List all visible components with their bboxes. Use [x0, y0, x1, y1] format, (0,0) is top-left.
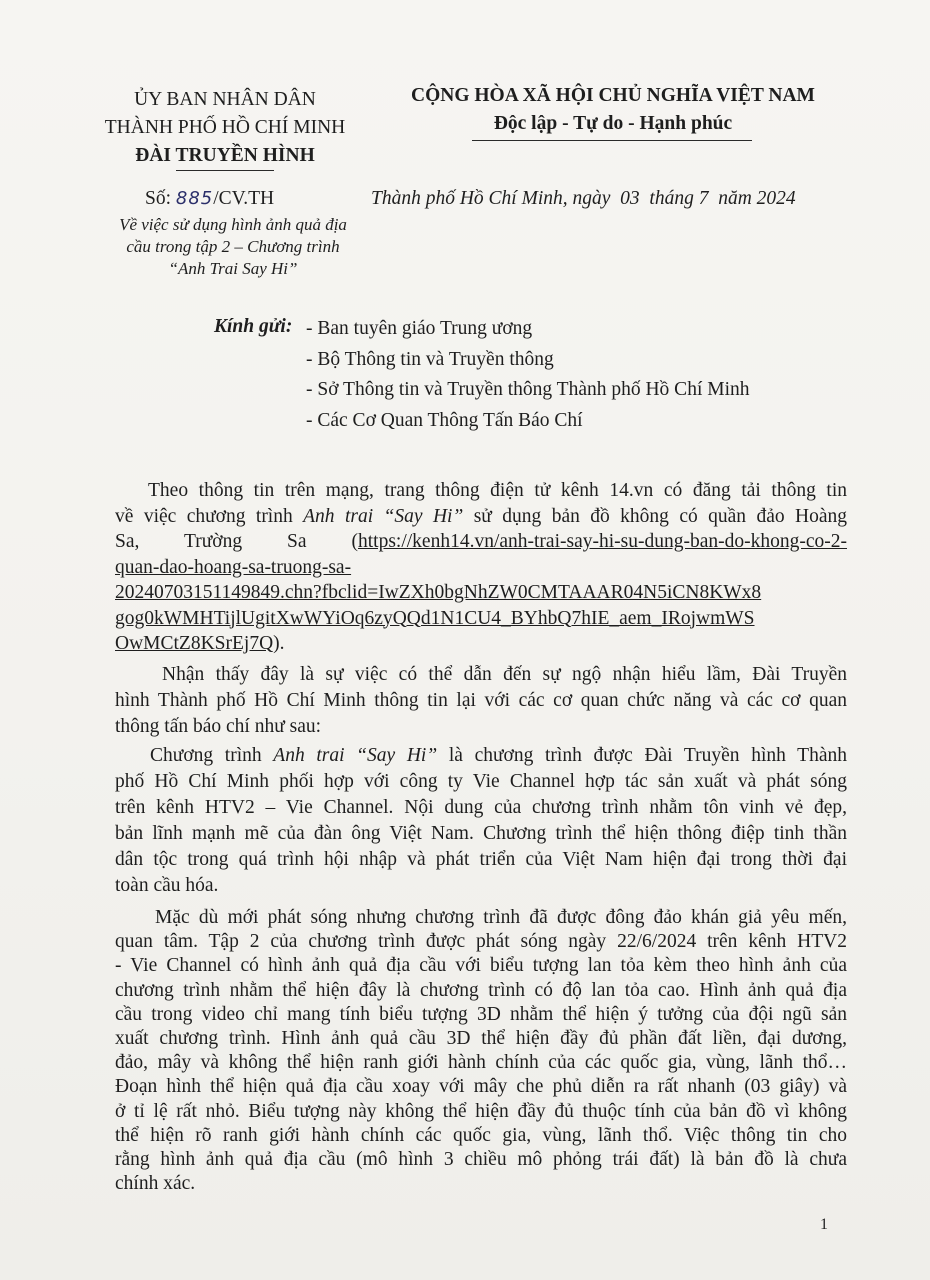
recipients-list: [306, 314, 750, 436]
source-link[interactable]: quan-dao-hoang-sa-truong-sa-: [115, 556, 352, 578]
page-number: 1: [820, 1216, 828, 1233]
national-title: CỘNG HÒA XÃ HỘI CHỦ NGHĨA VIỆT NAM: [411, 85, 815, 106]
national-block: [378, 82, 848, 138]
recipient-item: - Ban tuyên giáo Trung ương: [306, 318, 533, 339]
place-date: Thành phố Hồ Chí Minh, ngày 03 tháng 7 năm 2024: [371, 188, 796, 209]
motto-underline: [472, 140, 752, 141]
org-line-3: ĐÀI TRUYỀN HÌNH: [135, 145, 315, 166]
source-link[interactable]: https://kenh14.vn/anh-trai-say-hi-su-dung-ban-do-khong-co-2-: [357, 531, 847, 552]
handwritten-number: 885: [175, 188, 214, 209]
recipients-label: Kính gửi:: [214, 316, 293, 337]
org-underline: [176, 170, 274, 171]
source-link[interactable]: gog0kWMHTijlUgitXwWYiOq6zyQQd1N1CU4_BYhbQ7hIE_aem_IRojwmWS: [115, 607, 755, 629]
org-block: [95, 86, 355, 170]
org-line-2: THÀNH PHỐ HỒ CHÍ MINH: [104, 117, 346, 138]
paragraph-4: Mặc dù mới phát sóng nhưng chương trình đã được đông đảo khán giả yêu mến, quan tâm. Tập 2 của chương trình được phát sóng ngày 22/6/2024 trên kênh HTV2 - Vie Channel có hình ảnh quả địa cầu với biểu tượng lan tỏa kèm theo hình ảnh của chương trình nhằm thể hiện đây là chương trình có độ lan tỏa cao. Hình ảnh quả địa cầu trong video chỉ mang tính biểu tượng 3D nhằm thể hiện ý tưởng của đội ngũ sản xuất chương trình. Hình ảnh quả cầu 3D thể hiện đầy đủ phần đất liền, đại dương, đảo, mây và không thể hiện ranh giới hành chính của các quốc gia, vùng, lãnh thổ… Đoạn hình thể hiện quả địa cầu xoay với mây che phủ diễn ra rất nhanh (03 giây) và ở tỉ lệ rất nhỏ. Biểu tượng này không thể hiện đầy đủ thuộc tính của bản đồ vì không thể hiện rõ ranh giới hành chính các quốc gia, vùng, lãnh thổ. Việc thông tin cho rằng hình ảnh quả địa cầu (mô hình 3 chiều mô phỏng trái đất) là bản đồ là chưa chính xác.: [115, 907, 847, 1195]
recipient-item: - Sở Thông tin và Truyền thông Thành phố Hồ Chí Minh: [306, 379, 750, 400]
recipient-item: - Bộ Thông tin và Truyền thông: [306, 348, 554, 370]
recipient-item: - Các Cơ Quan Thông Tấn Báo Chí: [306, 409, 583, 431]
motto: Độc lập - Tự do - Hạnh phúc: [493, 113, 733, 134]
subject: Về việc sử dụng hình ảnh quả địa cầu trong tập 2 – Chương trình “Anh Trai Say Hi”: [119, 215, 347, 278]
document-number: Số: 885/CV.TH: [145, 188, 275, 209]
source-link[interactable]: OwMCtZ8KSrEj7Q: [115, 633, 274, 654]
org-line-1: ỦY BAN NHÂN DÂN: [134, 89, 316, 110]
paragraph-2: Nhận thấy đây là sự việc có thể dẫn đến sự ngộ nhận hiểu lầm, Đài Truyền hình Thành phố Hồ Chí Minh thông tin lại với các cơ quan chức năng và các cơ quan thông tấn báo chí như sau:: [115, 664, 847, 737]
paragraph-1: Theo thông tin trên mạng, trang thông điện tử kênh 14.vn có đăng tải thông tin về việc chương trình Anh trai “Say Hi” sử dụng bản đồ không có quần đảo Hoàng Sa, Trường Sa (https://kenh14.vn/anh-trai-say-hi-su-dung-ban-do-khong-co-2- quan-dao-hoang-sa-truong-sa- 20240703151149849.chn?fbclid=IwZXh0bgNhZW0CMTAAAR04N5iCN8KWx8 gog0kWMHTijlUgitXwWYiOq6zyQQd1N1CU4_BYhbQ7hIE_aem_IRojwmWS OwMCtZ8KSrEj7Q).: [115, 480, 848, 654]
source-link[interactable]: 20240703151149849.chn?fbclid=IwZXh0bgNhZW0CMTAAAR04N5iCN8KWx8: [115, 582, 762, 603]
paragraph-3: Chương trình Anh trai “Say Hi” là chương trình được Đài Truyền hình Thành phố Hồ Chí Minh phối hợp với công ty Vie Channel hợp tác sản xuất và phát sóng trên kênh HTV2 – Vie Channel. Nội dung của chương trình nhằm tôn vinh vẻ đẹp, bản lĩnh mạnh mẽ của đàn ông Việt Nam. Chương trình thể hiện thông điệp tinh thần dân tộc trong quá trình hội nhập và phát triển của Việt Nam hiện đại trong thời đại toàn cầu hóa.: [115, 745, 847, 896]
